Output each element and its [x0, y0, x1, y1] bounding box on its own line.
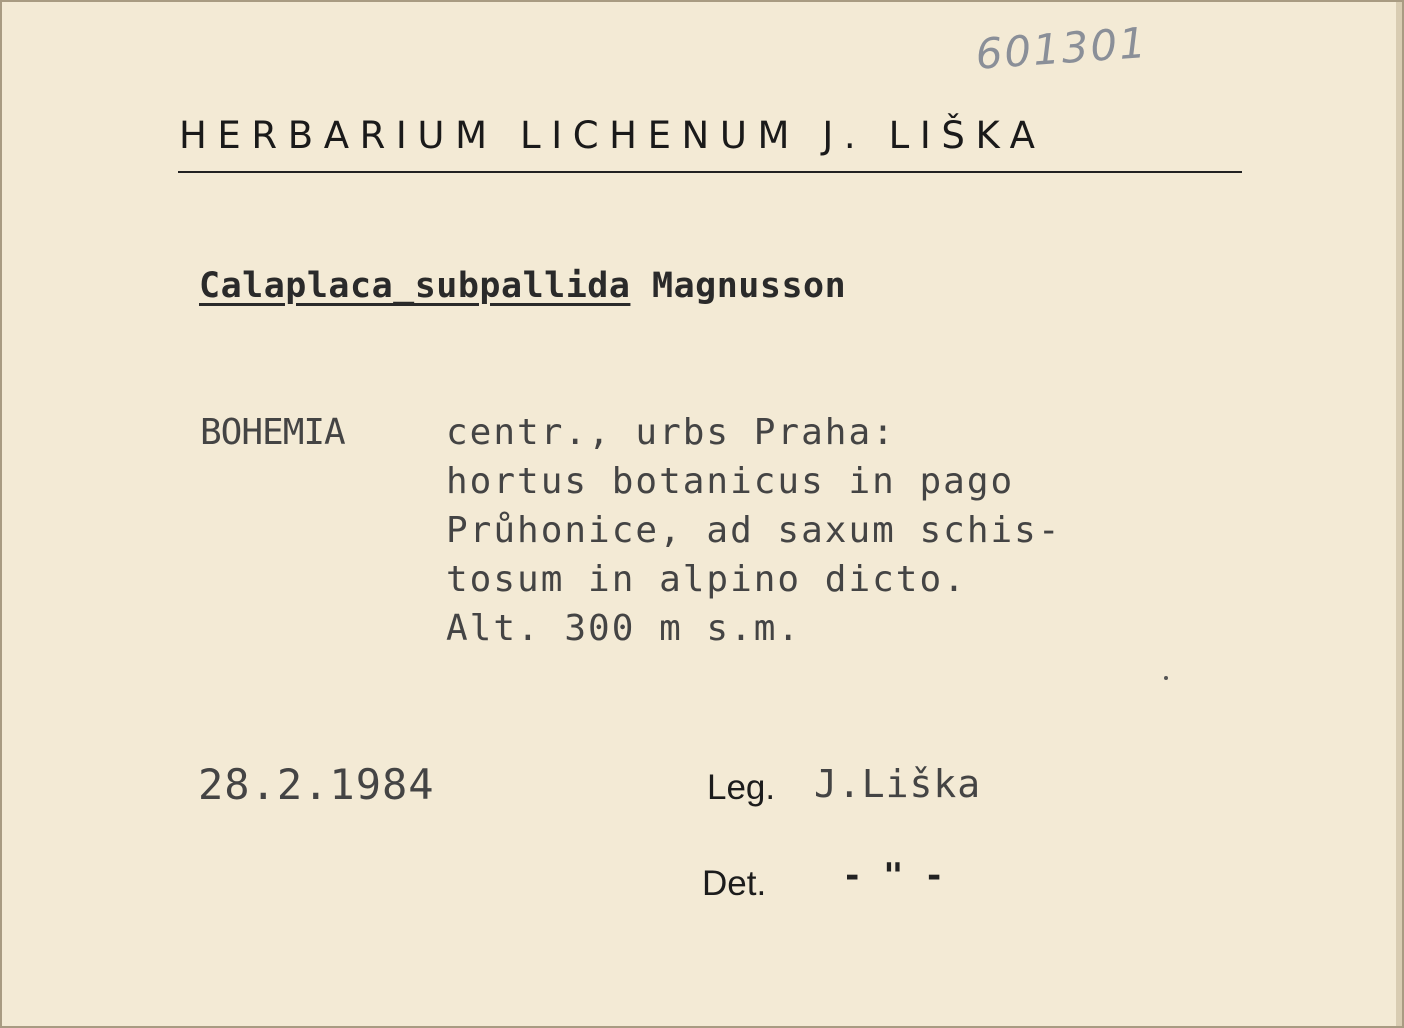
determiner-label: Det. [702, 864, 767, 903]
collector-label: Leg. [707, 768, 776, 807]
handwritten-catalog-number: 601301 [974, 17, 1150, 79]
collection-date: 28.2.1984 [198, 760, 435, 809]
locality-line: Průhonice, ad saxum schis- [446, 510, 1062, 551]
taxon-author: Magnusson [652, 266, 847, 306]
ink-speck [1164, 676, 1168, 680]
header-rule [178, 171, 1242, 173]
taxon-binomial: Calaplaca_subpallida [199, 266, 631, 306]
locality-line: centr., urbs Praha: [446, 412, 896, 453]
taxon-name [199, 266, 846, 306]
collector-name: J.Liška [814, 762, 982, 806]
determiner-value: - " - [842, 856, 945, 896]
locality-line: tosum in alpino dicto. [446, 559, 967, 600]
locality-line: hortus botanicus in pago [446, 461, 1015, 502]
herbarium-header: HERBARIUM LICHENUM J. LIŠKA [179, 114, 1046, 157]
altitude-line: Alt. 300 m s.m. [446, 608, 802, 649]
card-edge [1396, 2, 1402, 1028]
locality-region: BOHEMIA [200, 412, 345, 453]
